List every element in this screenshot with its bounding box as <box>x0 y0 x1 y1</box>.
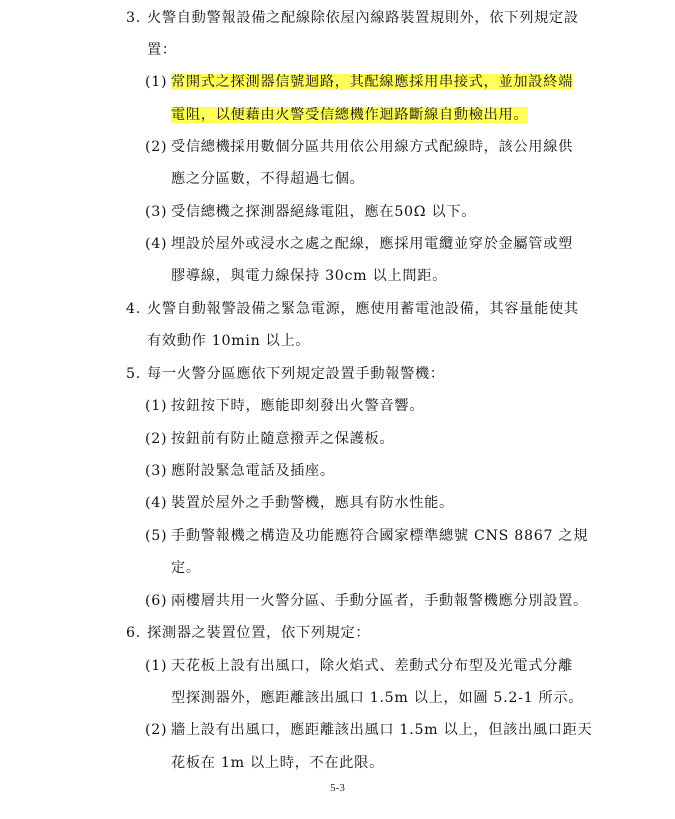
item-3-1-num: (1) <box>145 74 168 90</box>
item-4-num: 4. <box>126 301 141 317</box>
item-3-2-line-2: 應之分區數，不得超過七個。 <box>171 171 365 187</box>
item-6-line-1: 探測器之裝置位置，依下列規定： <box>147 625 371 641</box>
item-3-line-2: 置： <box>147 42 177 58</box>
page-number: 5-3 <box>330 782 345 794</box>
item-5-3-num: (3) <box>145 463 168 479</box>
item-6-1-num: (1) <box>145 658 168 674</box>
highlighted-text: 常開式之探測器信號迴路，其配線應採用串接式，並加設終端 <box>171 74 573 90</box>
item-3-num: 3. <box>126 10 141 26</box>
item-5-6-line-1: 兩樓層共用一火警分區、手動分區者，手動報警機應分別設置。 <box>171 593 588 609</box>
item-3-3-line-1: 受信總機之探測器絕緣電阻，應在50Ω 以下。 <box>171 204 477 220</box>
item-4-line-2: 有效動作 10min 以上。 <box>147 333 311 349</box>
item-6-2-line-2: 花板在 1m 以上時，不在此限。 <box>171 755 384 771</box>
item-3-4-line-2: 膠導線，與電力線保持 30cm 以上間距。 <box>171 268 447 284</box>
item-5-num: 5. <box>126 366 141 382</box>
item-5-5-line-2: 定。 <box>171 560 201 576</box>
item-3-1-line-2 <box>171 104 528 126</box>
item-5-6-num: (6) <box>145 593 168 609</box>
item-5-2-num: (2) <box>145 431 168 447</box>
item-3-4-line-1: 埋設於屋外或浸水之處之配線，應採用電纜並穿於金屬管或塑 <box>171 236 573 252</box>
item-5-1-num: (1) <box>145 398 168 414</box>
item-3-2-num: (2) <box>145 139 168 155</box>
item-6-1-line-1: 天花板上設有出風口，除火焰式、差動式分布型及光電式分離 <box>171 658 573 674</box>
item-5-5-line-1: 手動警報機之構造及功能應符合國家標準總號 CNS 8867 之規 <box>171 528 589 544</box>
item-3-4-num: (4) <box>145 236 168 252</box>
item-5-3-line-1: 應附設緊急電話及插座。 <box>171 463 335 479</box>
item-3-3-num: (3) <box>145 204 168 220</box>
item-3-2-line-1: 受信總機採用數個分區共用依公用線方式配線時，該公用線供 <box>171 139 573 155</box>
item-5-4-num: (4) <box>145 495 168 511</box>
highlighted-text: 電阻，以便藉由火警受信總機作迴路斷線自動檢出用。 <box>171 107 529 123</box>
item-3-line-1: 火警自動警報設備之配線除依屋內線路裝置規則外，依下列規定設 <box>147 10 579 26</box>
item-3-1-line-1 <box>171 71 573 93</box>
item-6-2-line-1: 牆上設有出風口，應距離該出風口 1.5m 以上，但該出風口距天 <box>171 722 593 738</box>
item-6-num: 6. <box>126 625 141 641</box>
item-5-2-line-1: 按鈕前有防止隨意撥弄之保護板。 <box>171 431 395 447</box>
item-5-line-1: 每一火警分區應依下列規定設置手動報警機： <box>147 366 445 382</box>
item-5-4-line-1: 裝置於屋外之手動警機，應具有防水性能。 <box>171 495 454 511</box>
item-4-line-1: 火警自動報警設備之緊急電源，應使用蓄電池設備，其容量能使其 <box>147 301 579 317</box>
item-6-2-num: (2) <box>145 722 168 738</box>
item-5-1-line-1: 按鈕按下時，應能即刻發出火警音響。 <box>171 398 425 414</box>
item-5-5-num: (5) <box>145 528 168 544</box>
item-6-1-line-2: 型探測器外，應距離該出風口 1.5m 以上，如圖 5.2-1 所示。 <box>171 690 584 706</box>
